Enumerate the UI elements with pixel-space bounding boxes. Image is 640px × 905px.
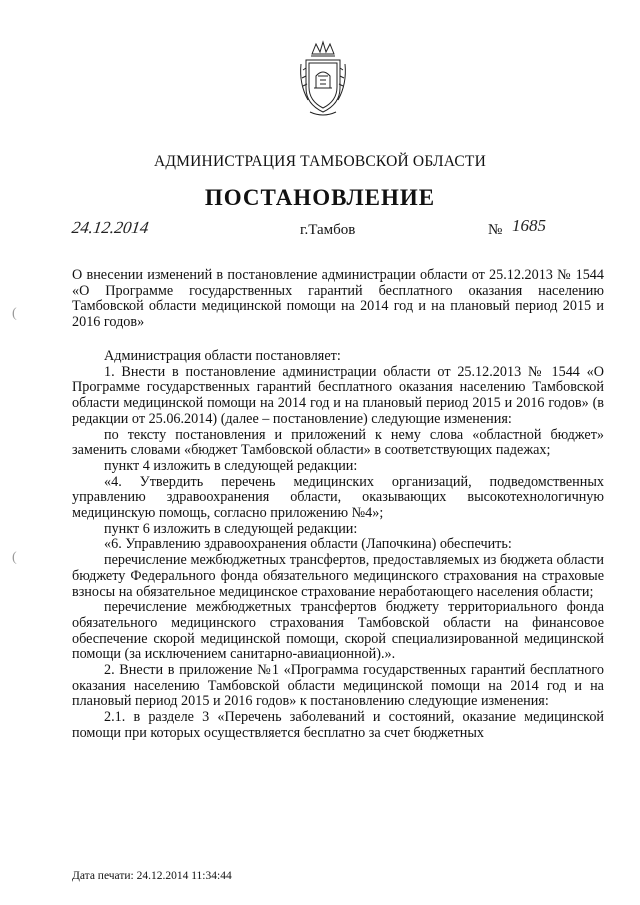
paragraph: Администрация области постановляет: [104, 348, 341, 364]
paragraph: перечисление межбюджетных трансфертов бюджету территориального фонда обязательного медицинского страхования Тамбовской области на финансовое обеспечение скорой медицинской помощи, скорой специализированной медицинской помощи (за исключением санитарно-авиационной).». [72, 599, 604, 663]
paragraph: по тексту постановления и приложений к нему слова «областной бюджет» заменить словами «бюджет Тамбовской области» в соответствующих падежах; [72, 426, 604, 459]
number-label: № [488, 222, 503, 238]
document-subject: О внесении изменений в постановление администрации области от 25.12.2013 № 1544 «О Программе государственных гарантий бесплатного оказания населению Тамбовской области медицинской помощи на 2014 год и на плановый период 2015 и 2016 годов» [72, 267, 604, 330]
paragraph: «4. Утвердить перечень медицинских организаций, подведомственных управлению здравоохранения области, оказывающих высокотехнологичную медицинскую помощь, согласно приложению №4»; [72, 473, 604, 522]
handwritten-number: 1685 [512, 216, 546, 235]
paragraph: 1. Внести в постановление администрации области от 25.12.2013 № 1544 «О Программе государственных гарантий бесплатного оказания населению Тамбовской области медицинской помощи на 2014 год и на плановый период 2015 и 2016 годов» (в редакции от 25.06.2014) (далее – постановление) следующие изменения: [72, 363, 604, 427]
coat-of-arms-emblem [298, 40, 348, 118]
paragraph: 2. Внести в приложение №1 «Программа государственных гарантий бесплатного оказания населению Тамбовской области медицинской помощи на 2014 год и на плановый период 2015 и 2016 годов» к постановлению следующие изменения: [72, 662, 604, 710]
scan-mark: ( [12, 306, 17, 321]
paragraph: перечисление межбюджетных трансфертов, предоставляемых из бюджета области бюджету Федерального фонда обязательного медицинского страхования на страховые взносы на обязательное медицинское страхование неработающего населения области; [72, 552, 604, 600]
paragraph: 2.1. в разделе 3 «Перечень заболеваний и состояний, оказание медицинской помощи при которых осуществляется бесплатно за счет бюджетных [72, 709, 604, 741]
document-type-title: ПОСТАНОВЛЕНИЕ [204, 185, 436, 210]
paragraph: «6. Управлению здравоохранения области (Лапочкина) обеспечить: [104, 536, 512, 553]
handwritten-date: 24.12.2014 [70, 218, 150, 237]
paragraph: пункт 4 изложить в следующей редакции: [104, 457, 358, 474]
paragraph: пункт 6 изложить в следующей редакции: [104, 520, 358, 537]
print-date-footer: Дата печати: 24.12.2014 11:34:44 [72, 870, 232, 882]
city-label: г.Тамбов [300, 222, 356, 238]
document-body [72, 349, 604, 742]
scan-mark: ( [12, 550, 17, 565]
organization-title: АДМИНИСТРАЦИЯ ТАМБОВСКОЙ ОБЛАСТИ [154, 153, 486, 170]
